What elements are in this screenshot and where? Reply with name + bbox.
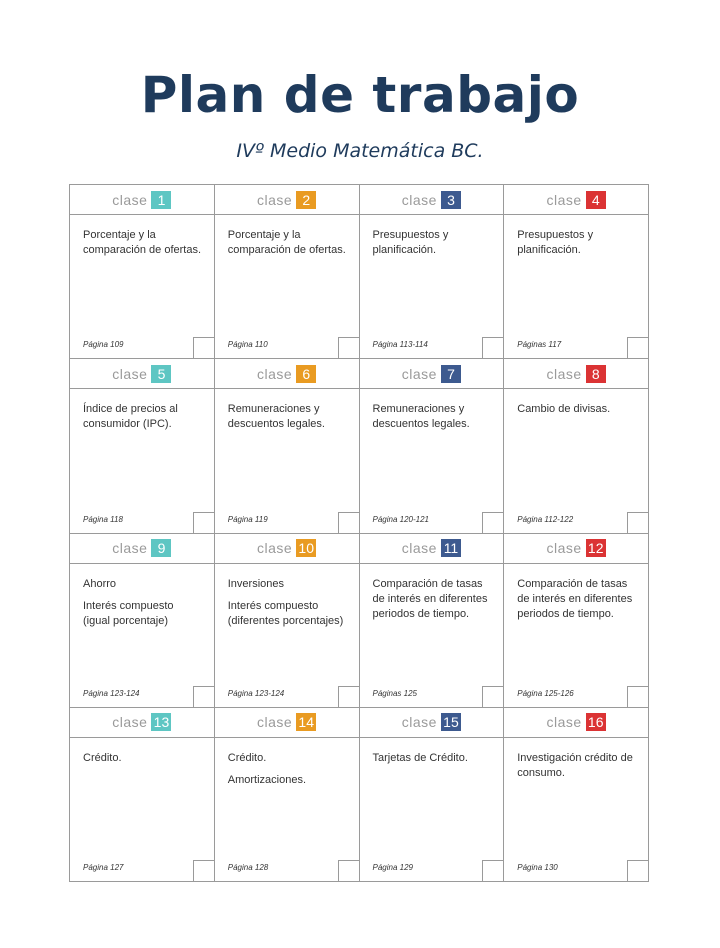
lesson-cell-9	[70, 534, 215, 708]
lesson-header	[360, 708, 504, 738]
lesson-topic	[504, 738, 648, 781]
lesson-header	[504, 185, 648, 215]
topic-line: Remuneraciones y descuentos legales.	[227, 403, 325, 431]
page-reference: Página 129	[372, 863, 413, 872]
lesson-cell-16	[504, 708, 649, 882]
clase-number-badge: 8	[586, 365, 606, 383]
topic-line: Amortizaciones.	[227, 773, 307, 786]
topic-line: Investigación crédito de consumo.	[517, 751, 633, 779]
lesson-cell-13	[70, 708, 215, 882]
page-reference: Página 119	[227, 514, 268, 524]
clase-number-badge: 15	[441, 713, 461, 731]
lesson-header	[504, 708, 648, 738]
topic-line: Comparación de tasas de interés en diferentes periodos de tiempo.	[372, 577, 488, 620]
topic-line: Interés compuesto (diferentes porcentajes)	[227, 599, 344, 627]
lesson-header	[360, 185, 504, 215]
clase-label: clase	[257, 714, 293, 731]
clase-number-badge: 5	[151, 365, 171, 383]
lesson-header	[215, 185, 359, 215]
clase-label: clase	[112, 191, 148, 208]
lesson-topic	[360, 389, 504, 432]
page-subtitle: IVº Medio Matemática BC.	[236, 140, 484, 162]
topic-line: Remuneraciones y descuentos legales.	[372, 403, 470, 431]
page-reference: Página 110	[227, 340, 268, 350]
completion-checkbox[interactable]	[627, 686, 648, 707]
topic-line: Ahorro	[83, 577, 117, 590]
lesson-header	[70, 185, 214, 215]
page-reference: Página 128	[227, 863, 269, 872]
clase-label: clase	[401, 365, 437, 382]
clase-label: clase	[257, 191, 293, 208]
topic-line: Tarjetas de Crédito.	[372, 751, 468, 764]
completion-checkbox[interactable]	[338, 512, 359, 533]
lesson-topic	[70, 738, 214, 766]
lesson-topic	[360, 738, 504, 766]
lesson-topic	[504, 215, 648, 258]
lesson-topic	[215, 738, 359, 788]
topic-line: Presupuestos y planificación.	[517, 229, 594, 256]
lesson-topic	[215, 215, 359, 258]
lesson-cell-11	[360, 534, 505, 708]
lesson-topic	[215, 389, 359, 432]
completion-checkbox[interactable]	[482, 337, 503, 358]
clase-label: clase	[546, 365, 582, 382]
lesson-cell-4	[504, 185, 649, 359]
lesson-header	[215, 359, 359, 389]
topic-line: Porcentaje y la comparación de ofertas.	[83, 229, 202, 256]
page-reference: Página 125-126	[517, 688, 574, 698]
lesson-header	[70, 359, 214, 389]
clase-number-badge: 9	[151, 539, 171, 557]
completion-checkbox[interactable]	[193, 860, 214, 881]
lesson-cell-10	[215, 534, 360, 708]
clase-label: clase	[546, 540, 582, 556]
completion-checkbox[interactable]	[193, 512, 214, 533]
lesson-cell-8	[504, 359, 649, 533]
topic-line: Presupuestos y planificación.	[372, 229, 449, 256]
lesson-topic	[70, 564, 214, 629]
clase-number-badge: 2	[296, 191, 316, 209]
topic-line: Crédito.	[83, 751, 122, 764]
page-reference: Página 127	[83, 863, 124, 872]
lesson-header	[215, 708, 359, 738]
lesson-header	[360, 534, 504, 564]
page-reference: Página 120-121	[372, 514, 429, 524]
topic-line: Crédito.	[227, 751, 267, 764]
completion-checkbox[interactable]	[482, 686, 503, 707]
page-reference: Página 123-124	[227, 688, 285, 698]
clase-number-badge: 14	[296, 713, 316, 731]
lesson-cell-14	[215, 708, 360, 882]
clase-label: clase	[112, 714, 148, 731]
lesson-cell-1	[70, 185, 215, 359]
lesson-header	[70, 534, 214, 564]
clase-label: clase	[112, 365, 148, 382]
lesson-header	[504, 534, 648, 564]
topic-line: Inversiones	[227, 577, 285, 590]
lesson-header	[70, 708, 214, 738]
clase-number-badge: 10	[296, 539, 316, 557]
lesson-header	[504, 359, 648, 389]
clase-label: clase	[257, 540, 293, 556]
topic-line: Cambio de divisas.	[517, 403, 611, 416]
lesson-grid	[69, 184, 649, 882]
completion-checkbox[interactable]	[193, 686, 214, 707]
clase-label: clase	[546, 191, 582, 208]
page-reference: Página 113-114	[372, 340, 428, 350]
page-reference: Páginas 117	[517, 340, 562, 350]
page-reference: Página 109	[83, 340, 124, 350]
completion-checkbox[interactable]	[338, 686, 359, 707]
clase-number-badge: 7	[441, 365, 461, 383]
page-reference: Páginas 125	[372, 688, 417, 698]
clase-number-badge: 16	[586, 713, 606, 731]
page-reference: Página 123-124	[83, 688, 140, 698]
lesson-topic	[504, 389, 648, 417]
lesson-cell-5	[70, 359, 215, 533]
lesson-cell-2	[215, 185, 360, 359]
clase-label: clase	[257, 365, 293, 382]
completion-checkbox[interactable]	[627, 337, 648, 358]
topic-line: Interés compuesto (igual porcentaje)	[83, 599, 174, 627]
completion-checkbox[interactable]	[482, 512, 503, 533]
clase-number-badge: 3	[441, 191, 461, 209]
clase-label: clase	[401, 191, 437, 208]
lesson-cell-7	[360, 359, 505, 533]
clase-number-badge: 6	[296, 365, 316, 383]
lesson-topic	[215, 564, 359, 629]
clase-label: clase	[546, 714, 582, 731]
lesson-topic	[504, 564, 648, 622]
lesson-cell-6	[215, 359, 360, 533]
page-reference: Página 112-122	[517, 514, 574, 524]
completion-checkbox[interactable]	[627, 512, 648, 533]
completion-checkbox[interactable]	[338, 860, 359, 881]
topic-line: Comparación de tasas de interés en diferentes periodos de tiempo.	[517, 577, 633, 620]
clase-number-badge: 1	[151, 191, 171, 209]
lesson-topic	[360, 564, 504, 622]
completion-checkbox[interactable]	[193, 337, 214, 358]
lesson-topic	[360, 215, 504, 258]
lesson-cell-15	[360, 708, 505, 882]
lesson-cell-12	[504, 534, 649, 708]
page-title: Plan de trabajo	[140, 66, 580, 124]
topic-line: Porcentaje y la comparación de ofertas.	[227, 229, 346, 256]
page-reference: Página 130	[517, 863, 558, 872]
lesson-cell-3	[360, 185, 505, 359]
clase-number-badge: 12	[586, 539, 606, 557]
lesson-topic	[70, 215, 214, 258]
lesson-header	[360, 359, 504, 389]
page-reference: Página 118	[83, 514, 123, 524]
completion-checkbox[interactable]	[627, 860, 648, 881]
clase-label: clase	[401, 540, 437, 556]
topic-line: Índice de precios al consumidor (IPC).	[83, 403, 178, 431]
clase-number-badge: 11	[441, 539, 461, 557]
completion-checkbox[interactable]	[482, 860, 503, 881]
lesson-header	[215, 534, 359, 564]
clase-number-badge: 4	[586, 191, 606, 209]
lesson-topic	[70, 389, 214, 432]
clase-number-badge: 13	[151, 713, 171, 731]
clase-label: clase	[401, 714, 437, 731]
completion-checkbox[interactable]	[338, 337, 359, 358]
clase-label: clase	[112, 540, 148, 556]
